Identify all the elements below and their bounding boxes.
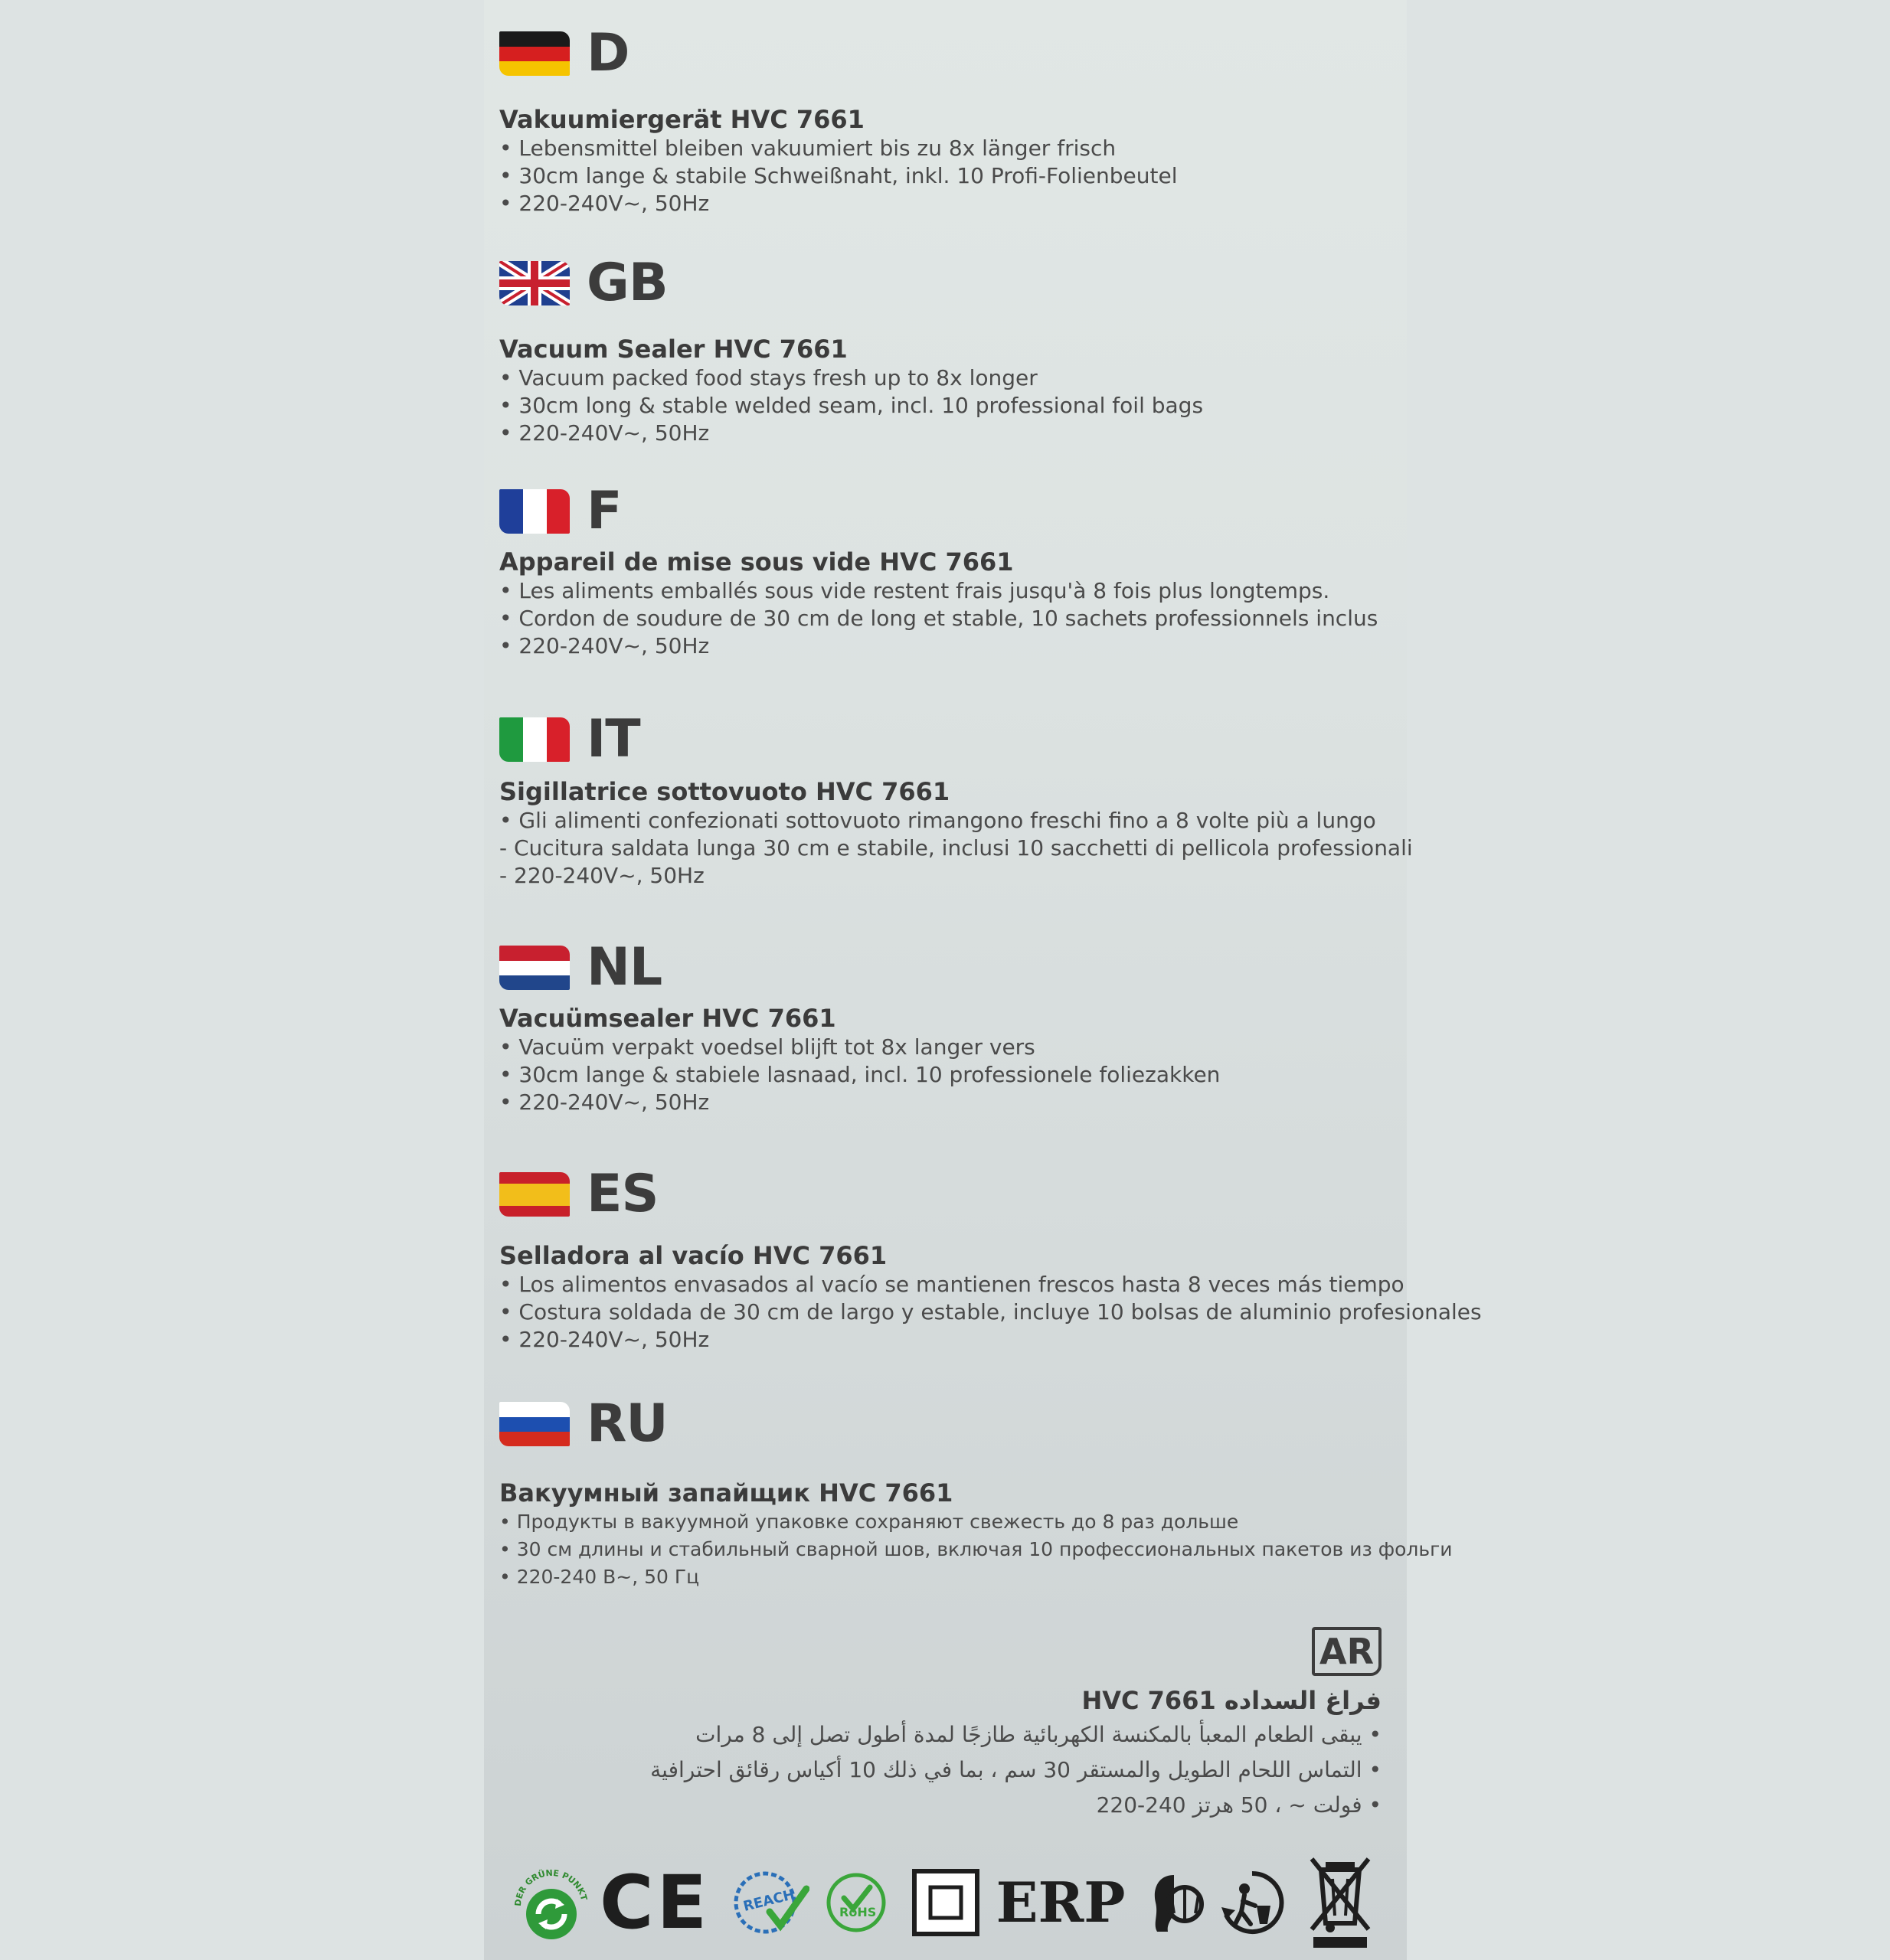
feature-line: • 30 см длины и стабильный сварной шов, включая 10 профессиональных пакетов из фольги [499,1538,1453,1560]
section-ar [499,1627,1382,1823]
feature-line: • Los alimentos envasados al vacío se mantienen frescos hasta 8 veces más tiempo [499,1272,1404,1297]
spain-flag-icon [499,1172,570,1217]
section-es [499,1164,1482,1354]
uk-flag-icon [499,261,570,305]
section-gb [499,253,1403,447]
tidyman-recycling-icon [1214,1853,1290,1952]
feature-line: • Lebensmittel bleiben vakuumiert bis zu 8x länger frisch [499,136,1117,161]
reach-icon [728,1853,812,1952]
product-title: Vakuumiergerät HVC 7661 [499,105,865,134]
product-title: HVC 7661 فراغ السداده [1081,1686,1382,1715]
netherlands-flag-icon [499,946,570,990]
weee-bin-icon [1302,1853,1378,1952]
product-title: Vacuum Sealer HVC 7661 [499,335,848,364]
france-flag-icon [499,489,570,534]
language-code: ES [587,1164,659,1224]
feature-line: • 30cm lange & stabile Schweißnaht, inkl. 10 Profi-Folienbeutel [499,163,1178,188]
russia-flag-icon [499,1402,570,1446]
rohs-icon [818,1853,894,1952]
feature-line: - 220-240V~, 50Hz [499,863,705,888]
certification-row [505,1853,1386,1952]
germany-flag-icon [499,31,570,76]
product-title: Appareil de mise sous vide HVC 7661 [499,547,1014,577]
section-ru [499,1393,1453,1591]
green-dot-icon [505,1853,597,1952]
erp-label: ERP [996,1870,1126,1935]
section-de [499,23,1403,217]
green-dot-label: DER GRÜNE PUNKT [512,1867,590,1907]
product-title: Vacuümsealer HVC 7661 [499,1004,836,1033]
feature-line: التماس اللحام الطويل والمستقر 30 سم ، بما في ذلك 10 أكياس رقائق احترافية • [650,1757,1382,1782]
product-title: Selladora al vacío HVC 7661 [499,1241,888,1270]
language-code: NL [587,937,662,998]
ce-mark-label: CE [599,1860,711,1945]
feature-line: • 220-240V~, 50Hz [499,191,710,216]
language-code-badge: AR [1312,1627,1382,1676]
language-code: IT [587,709,640,769]
feature-line: 220-240 فولت ~ ، 50 هرتز • [1096,1792,1382,1818]
feature-line: • Cordon de soudure de 30 cm de long et stable, 10 sachets professionnels inclus [499,606,1378,631]
language-code: D [587,23,629,83]
feature-line: • 220-240V~, 50Hz [499,1089,710,1115]
feature-line: • Costura soldada de 30 cm de largo y estable, incluye 10 bolsas de aluminio profesionales [499,1299,1482,1325]
language-code: RU [587,1393,668,1454]
feature-line: • Les aliments emballés sous vide restent frais jusqu'à 8 fois plus longtemps. [499,578,1330,603]
feature-line: - Cucitura saldata lunga 30 cm e stabile, inclusi 10 sacchetti di pellicola professionali [499,835,1413,861]
section-fr [499,481,1403,660]
feature-line: • 220-240V~, 50Hz [499,420,710,446]
feature-line: • 30cm lange & stabiele lasnaad, incl. 10 professionele foliezakken [499,1062,1221,1087]
section-it [499,709,1413,890]
ce-mark-icon [599,1853,711,1952]
feature-line: • 220-240 В~, 50 Гц [499,1566,700,1588]
feature-line: • Продукты в вакуумной упаковке сохраняют свежесть до 8 раз дольше [499,1511,1239,1533]
language-code: GB [587,253,668,313]
feature-line: يبقى الطعام المعبأ بالمكنسة الكهربائية طازجًا لمدة أطول تصل إلى 8 مرات • [695,1722,1382,1747]
italy-flag-icon [499,717,570,762]
product-title: Вакуумный запайщик HVC 7661 [499,1478,953,1508]
feature-line: • Vacuüm verpakt voedsel blijft tot 8x langer vers [499,1034,1035,1060]
rohs-label: RoHS [839,1905,877,1919]
product-title: Sigillatrice sottovuoto HVC 7661 [499,777,950,806]
class-ii-insulation-icon [904,1853,988,1952]
feature-line: • 220-240V~, 50Hz [499,1327,710,1352]
section-nl [499,937,1403,1116]
language-code: F [587,481,622,541]
food-safe-icon [1140,1853,1208,1952]
feature-line: • 30cm long & stable welded seam, incl. 10 professional foil bags [499,393,1204,418]
feature-line: • 220-240V~, 50Hz [499,633,710,658]
feature-line: • Vacuum packed food stays fresh up to 8x longer [499,365,1038,390]
feature-line: • Gli alimenti confezionati sottovuoto rimangono freschi fino a 8 volte più a lungo [499,808,1376,833]
erp-icon [996,1853,1126,1952]
reach-label: REACH [741,1886,796,1915]
